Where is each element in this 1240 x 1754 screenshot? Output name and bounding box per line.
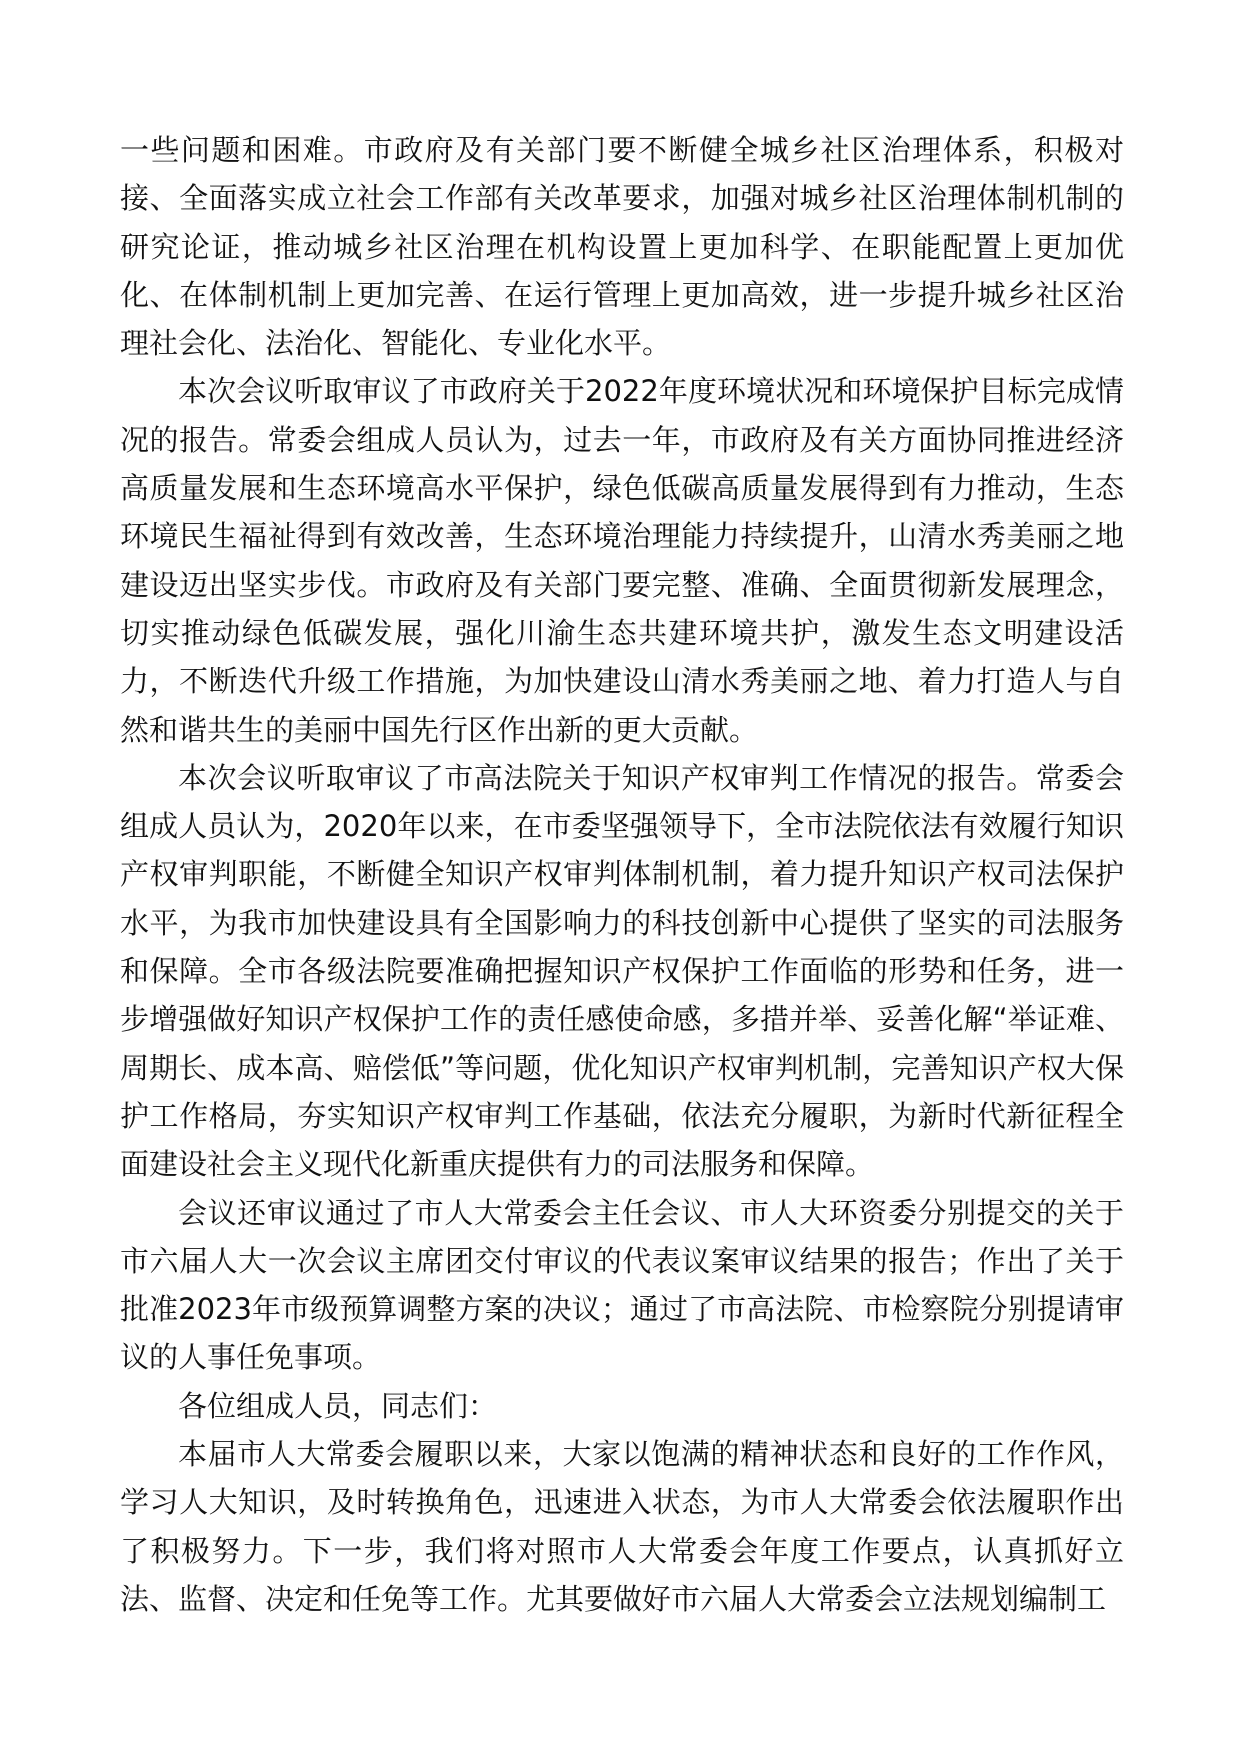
paragraph-salutation: 各位组成人员，同志们： [178,1388,498,1423]
document-page [120,126,1124,1623]
paragraph-ip-court-report: 本次会议听取审议了市高法院关于知识产权审判工作情况的报告。常委会组成人员认为，2020年以来，在市委坚强领导下，全市法院依法有效履行知识产权审判职能，不断健全知识产权审判体制机制，着力提升知识产权司法保护水平，为我市加快建设具有全国影响力的科技创新中心提供了坚实的司法服务和保障。全市各级法院要准确把握知识产权保护工作面临的形势和任务，进一步增强做好知识产权保护工作的责任感使命感，多措并举、妥善化解“举证难、周期长、成本高、赔偿低”等问题，优化知识产权审判机制，完善知识产权大保护工作格局，夯实知识产权审判工作基础，依法充分履职，为新时代新征程全面建设社会主义现代化新重庆提供有力的司法服务和保障。 [120,760,1124,1182]
paragraph-next-steps: 本届市人大常委会履职以来，大家以饱满的精神状态和良好的工作作风，学习人大知识，及时转换角色，迅速进入状态，为市人大常委会依法履职作出了积极努力。下一步，我们将对照市人大常委会年度工作要点，认真抓好立法、监督、决定和任免等工作。尤其要做好市六届人大常委会立法规划编制工 [120,1437,1124,1616]
paragraph-environment-report: 本次会议听取审议了市政府关于2022年度环境状况和环境保护目标完成情况的报告。常委会组成人员认为，过去一年，市政府及有关方面协同推进经济高质量发展和生态环境高水平保护，绿色低碳高质量发展得到有力推动，生态环境民生福祉得到有效改善，生态环境治理能力持续提升，山清水秀美丽之地建设迈出坚实步伐。市政府及有关部门要完整、准确、全面贯彻新发展理念，切实推动绿色低碳发展，强化川渝生态共建环境共护，激发生态文明建设活力，不断迭代升级工作措施，为加快建设山清水秀美丽之地、着力打造人与自然和谐共生的美丽中国先行区作出新的更大贡献。 [120,374,1124,747]
paragraph-continuation: 一些问题和困难。市政府及有关部门要不断健全城乡社区治理体系，积极对接、全面落实成立社会工作部有关改革要求，加强对城乡社区治理体制机制的研究论证，推动城乡社区治理在机构设置上更加科学、在职能配置上更加优化、在体制机制上更加完善、在运行管理上更加高效，进一步提升城乡社区治理社会化、法治化、智能化、专业化水平。 [120,133,1124,361]
paragraph-other-items: 会议还审议通过了市人大常委会主任会议、市人大环资委分别提交的关于市六届人大一次会议主席团交付审议的代表议案审议结果的报告；作出了关于批准2023年市级预算调整方案的决议；通过了市高法院、市检察院分别提请审议的人事任免事项。 [120,1195,1124,1375]
